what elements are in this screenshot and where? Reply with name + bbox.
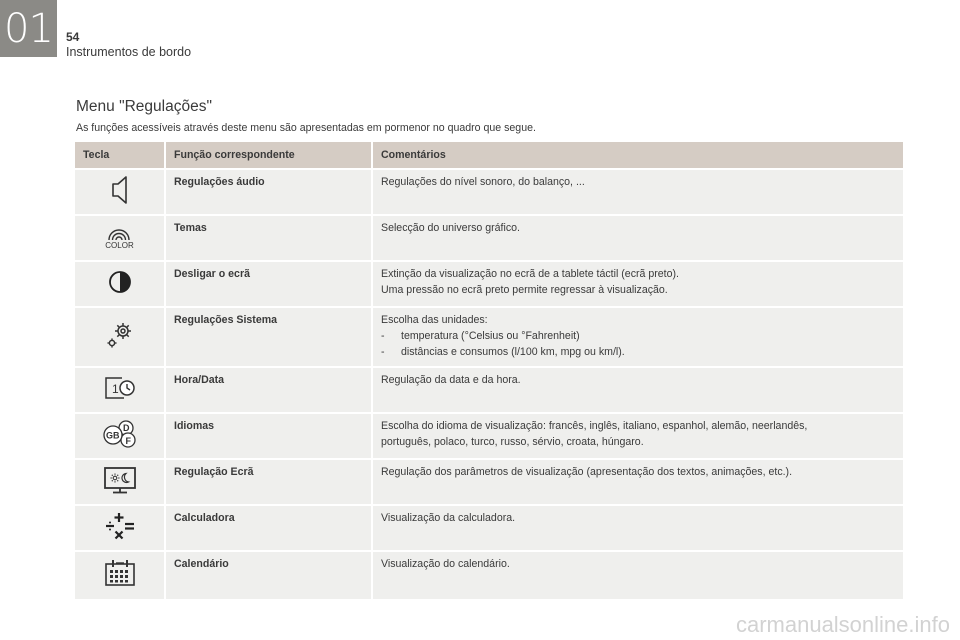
comment: Selecção do universo gráfico. xyxy=(372,215,903,261)
bullet-text: temperatura (°Celsius ou °Fahrenheit) xyxy=(401,330,580,342)
function-name: Regulação Ecrã xyxy=(165,459,372,505)
comment: Visualização da calculadora. xyxy=(372,505,903,551)
table-header-row xyxy=(75,142,903,169)
comment-line: Uma pressão no ecrã preto permite regressar à visualização. xyxy=(381,284,668,296)
comment xyxy=(372,413,903,459)
flag-label-gb: GB xyxy=(105,430,119,440)
table-row xyxy=(75,261,903,307)
intro-text: As funções acessíveis através deste menu são apresentadas em pormenor no quadro que segue. xyxy=(76,122,536,134)
key-cell xyxy=(75,367,165,413)
color-theme-icon xyxy=(105,227,133,250)
function-name: Calculadora xyxy=(165,505,372,551)
table-row xyxy=(75,413,903,459)
bullet-item xyxy=(381,328,895,344)
bullet-dash: - xyxy=(381,346,385,358)
key-cell xyxy=(75,261,165,307)
header-function: Função correspondente xyxy=(165,142,372,169)
watermark[interactable]: carmanualsonline.info xyxy=(735,612,950,637)
key-cell xyxy=(75,551,165,599)
flag-label-f: F xyxy=(125,435,131,446)
calendar-day: 1 xyxy=(111,381,119,396)
comment: Regulação da data e da hora. xyxy=(372,367,903,413)
comment: Visualização do calendário. xyxy=(372,551,903,599)
bullet-dash: - xyxy=(381,330,385,342)
table-row xyxy=(75,169,903,215)
function-name: Regulações áudio xyxy=(165,169,372,215)
comment-line: Extinção da visualização no ecrã de a tablete táctil (ecrã preto). xyxy=(381,268,679,280)
table-row xyxy=(75,505,903,551)
function-name: Calendário xyxy=(165,551,372,599)
color-label: COLOR xyxy=(105,240,134,250)
chapter-tab: 01 xyxy=(0,0,57,57)
function-name: Hora/Data xyxy=(165,367,372,413)
function-name: Idiomas xyxy=(165,413,372,459)
table-row xyxy=(75,215,903,261)
key-cell xyxy=(75,307,165,367)
bullet-item xyxy=(381,344,895,360)
key-cell xyxy=(75,169,165,215)
calendar-icon xyxy=(103,558,137,593)
comment-line: português, polaco, turco, russo, sérvio, croata, húngaro. xyxy=(381,436,644,448)
key-cell xyxy=(75,215,165,261)
header-comments: Comentários xyxy=(372,142,903,169)
header-key: Tecla xyxy=(75,142,165,169)
table-row xyxy=(75,551,903,599)
function-name: Desligar o ecrã xyxy=(165,261,372,307)
flag-label-d: D xyxy=(122,422,129,433)
page-title: Menu "Regulações" xyxy=(76,98,212,115)
gears-icon xyxy=(104,319,136,356)
table-row xyxy=(75,367,903,413)
table-row xyxy=(75,459,903,505)
clock-calendar-icon xyxy=(103,375,137,406)
comment-line: Escolha do idioma de visualização: francês, inglês, italiano, espanhol, alemão, neerlandês, xyxy=(381,420,808,432)
table-row xyxy=(75,307,903,367)
comment-line: Escolha das unidades: xyxy=(381,314,488,326)
comment: Regulação dos parâmetros de visualização (apresentação dos textos, animações, etc.). xyxy=(372,459,903,505)
speaker-icon xyxy=(108,173,132,212)
section-name: Instrumentos de bordo xyxy=(66,45,192,59)
settings-table xyxy=(75,142,903,599)
key-cell xyxy=(75,505,165,551)
key-cell xyxy=(75,459,165,505)
key-cell xyxy=(75,413,165,459)
function-name: Regulações Sistema xyxy=(165,307,372,367)
function-name: Temas xyxy=(165,215,372,261)
calculator-icon xyxy=(102,510,138,547)
bullet-text: distâncias e consumos (l/100 km, mpg ou km/l). xyxy=(401,346,625,358)
comment: Regulações do nível sonoro, do balanço, ... xyxy=(372,169,903,215)
screen-settings-icon xyxy=(102,465,138,500)
language-flags-icon xyxy=(100,419,140,454)
page-number: 54 xyxy=(66,30,80,44)
half-circle-icon xyxy=(108,270,132,299)
comment xyxy=(372,307,903,367)
comment xyxy=(372,261,903,307)
